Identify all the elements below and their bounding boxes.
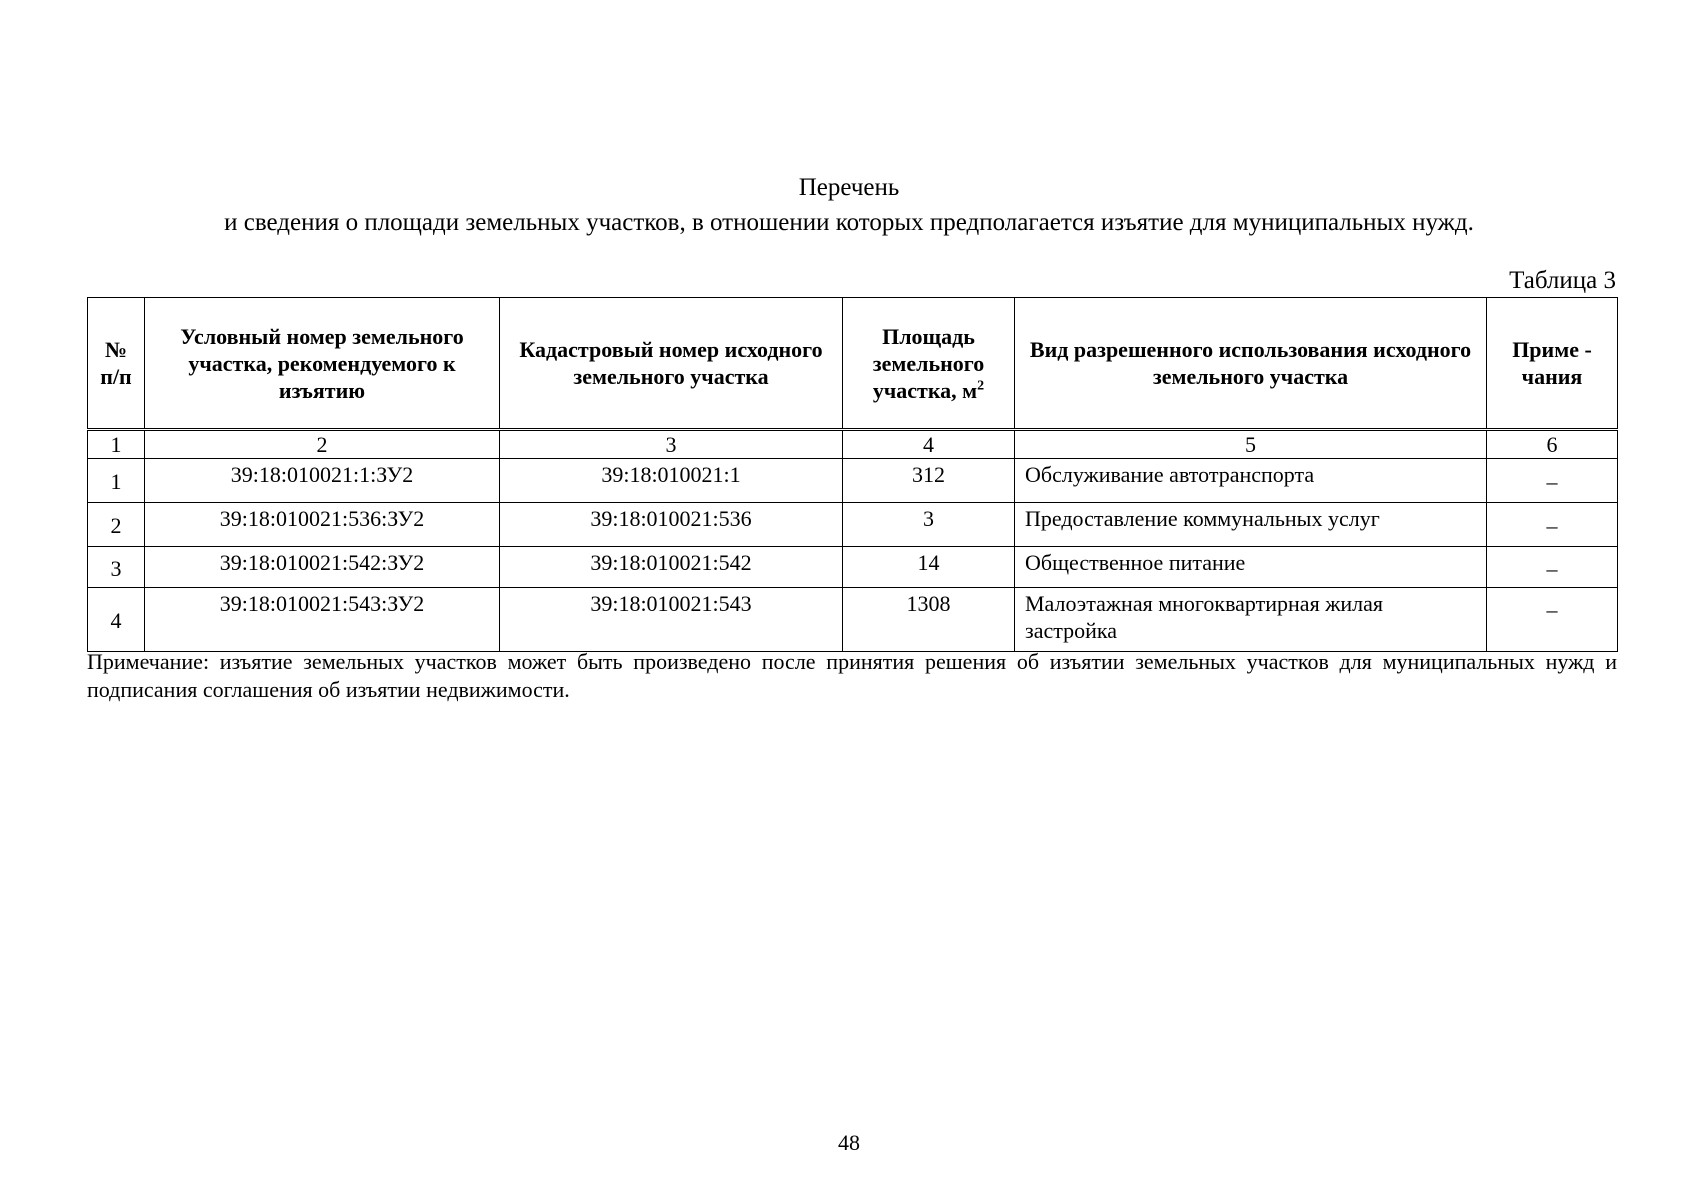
area-cell: 1308 xyxy=(843,588,1015,652)
header-area-label: Площадь земельного участка, м xyxy=(872,323,985,403)
row-number: 1 xyxy=(88,459,145,503)
column-number: 1 xyxy=(88,430,145,459)
table-row xyxy=(88,503,1618,547)
cadastral-number-cell: 39:18:010021:543 xyxy=(500,588,843,652)
column-number: 5 xyxy=(1015,430,1487,459)
cadastral-number-cell: 39:18:010021:1 xyxy=(500,459,843,503)
header-area xyxy=(843,298,1015,430)
note-cell: – xyxy=(1487,547,1618,588)
header-notes: Приме - чания xyxy=(1487,298,1618,430)
note-cell: – xyxy=(1487,459,1618,503)
row-number: 4 xyxy=(88,588,145,652)
column-number: 3 xyxy=(500,430,843,459)
column-number: 6 xyxy=(1487,430,1618,459)
permitted-use-cell: Малоэтажная многоквартирная жилая застройка xyxy=(1015,588,1487,652)
area-cell: 3 xyxy=(843,503,1015,547)
permitted-use-cell: Предоставление коммунальных услуг xyxy=(1015,503,1487,547)
conditional-number-cell: 39:18:010021:543:ЗУ2 xyxy=(145,588,500,652)
land-plots-table xyxy=(87,297,1618,652)
permitted-use-cell: Общественное питание xyxy=(1015,547,1487,588)
table-label: Таблица 3 xyxy=(1509,267,1616,294)
row-number: 3 xyxy=(88,547,145,588)
area-cell: 14 xyxy=(843,547,1015,588)
cadastral-number-cell: 39:18:010021:536 xyxy=(500,503,843,547)
header-number: № п/п xyxy=(88,298,145,430)
table-row xyxy=(88,547,1618,588)
header-conditional-number: Условный номер земельного участка, рекомендуемого к изъятию xyxy=(145,298,500,430)
column-numbers-row xyxy=(88,430,1618,459)
header-cadastral-number: Кадастровый номер исходного земельного участка xyxy=(500,298,843,430)
page-number: 48 xyxy=(838,1130,860,1155)
cadastral-number-cell: 39:18:010021:542 xyxy=(500,547,843,588)
row-number: 2 xyxy=(88,503,145,547)
conditional-number-cell: 39:18:010021:1:ЗУ2 xyxy=(145,459,500,503)
footnote: Примечание: изъятие земельных участков может быть произведено после принятия решения об изъятии земельных участков для муниципальных нужд и подписания соглашения об изъятии недвижимости. xyxy=(87,649,1617,702)
header-area-superscript: 2 xyxy=(977,378,985,394)
column-number: 4 xyxy=(843,430,1015,459)
header-permitted-use: Вид разрешенного использования исходного земельного участка xyxy=(1015,298,1487,430)
table-row xyxy=(88,588,1618,652)
table-header-row xyxy=(88,298,1618,430)
conditional-number-cell: 39:18:010021:542:ЗУ2 xyxy=(145,547,500,588)
conditional-number-cell: 39:18:010021:536:ЗУ2 xyxy=(145,503,500,547)
note-cell: – xyxy=(1487,588,1618,652)
permitted-use-cell: Обслуживание автотранспорта xyxy=(1015,459,1487,503)
table-row xyxy=(88,459,1618,503)
document-subtitle: и сведения о площади земельных участков, в отношении которых предполагается изъятие для муниципальных нужд. xyxy=(224,209,1474,236)
note-cell: – xyxy=(1487,503,1618,547)
column-number: 2 xyxy=(145,430,500,459)
document-title: Перечень xyxy=(798,174,900,201)
area-cell: 312 xyxy=(843,459,1015,503)
